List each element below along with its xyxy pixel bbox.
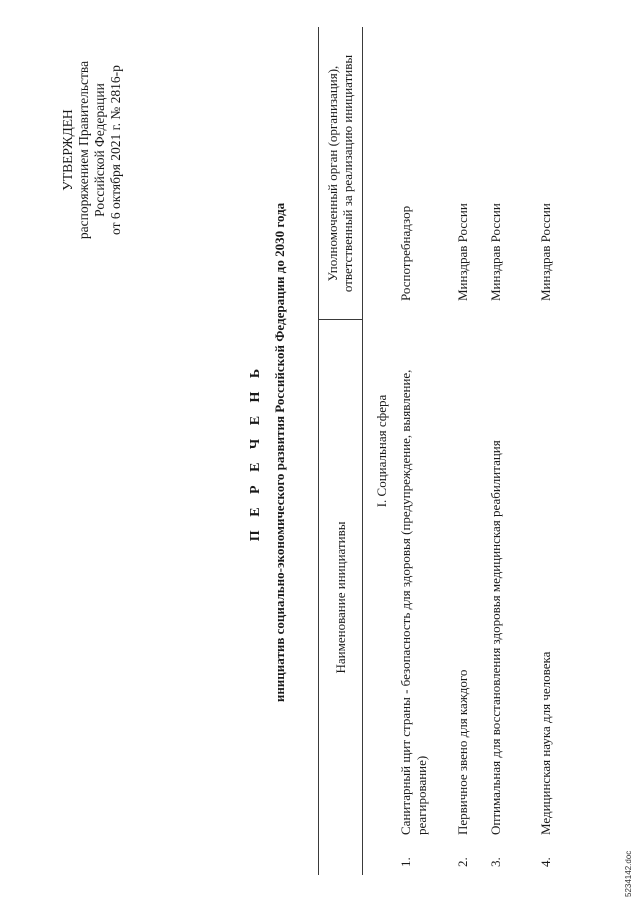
- file-reference: 5234142.doc: [624, 850, 633, 897]
- document-subtitle: инициатив социально-экономического развития Российской Федерации до 2030 года: [272, 202, 287, 703]
- row-responsible-org: Роспотребнадзор: [398, 205, 413, 301]
- approval-line-4: от 6 октября 2021 г. № 2816-р: [108, 65, 123, 235]
- row-number: 4.: [538, 857, 553, 867]
- row-number: 1.: [398, 857, 413, 867]
- row-number: 2.: [455, 857, 470, 867]
- row-number: 3.: [488, 857, 503, 867]
- section-heading: I. Социальная сфера: [374, 394, 389, 508]
- approval-line-2: распоряжением Правительства: [76, 60, 91, 240]
- approval-line-1: УТВЕРЖДЕН: [60, 109, 75, 191]
- row-initiative-name: Медицинская наука для человека: [538, 651, 553, 835]
- row-responsible-org: Минздрав России: [538, 203, 553, 301]
- table-header-rule: [362, 27, 363, 875]
- header-initiative-name: Наименование инициативы: [332, 521, 348, 674]
- row-initiative-name: Первичное звено для каждого: [455, 669, 470, 835]
- approval-line-3: Российской Федерации: [92, 83, 107, 217]
- header-responsible-org: Уполномоченный орган (организация), ответственный за реализацию инициативы: [325, 54, 355, 293]
- document-title: П Е Р Е Ч Е Н Ь: [248, 363, 263, 542]
- row-responsible-org: Минздрав России: [455, 203, 470, 301]
- row-initiative-name: Санитарный щит страны - безопасность для здоровья (предупреждение, выявление, реагирование): [398, 369, 429, 835]
- row-initiative-name: Оптимальная для восстановления здоровья медицинская реабилитация: [488, 440, 503, 835]
- approval-stamp: [60, 30, 124, 270]
- row-responsible-org: Минздрав России: [488, 203, 503, 301]
